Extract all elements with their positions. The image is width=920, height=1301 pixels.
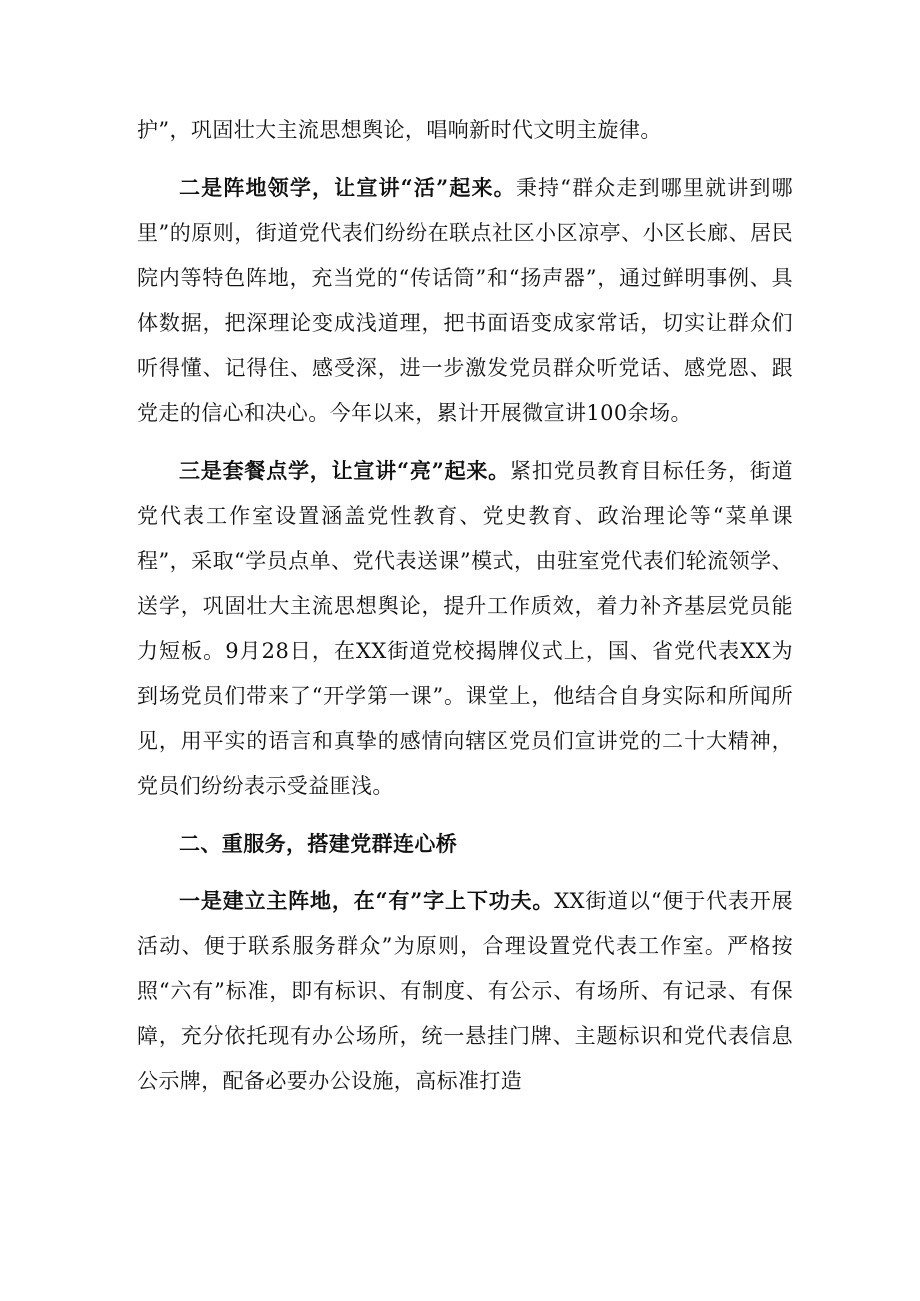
paragraph-lead: 二是阵地领学，让宣讲“活”起来。	[179, 175, 516, 200]
paragraph-lead: 一是建立主阵地，在“有”字上下功夫。	[179, 888, 555, 913]
paragraph-main-position	[137, 878, 793, 1104]
paragraph-body: 紧扣党员教育目标任务，街道党代表工作室设置涵盖党性教育、党史教育、政治理论等“菜单课程”，采取“学员点单、党代表送课”模式，由驻室党代表们轮流领学、送学，巩固壮大主流思想舆论，提升工作质效，着力补齐基层党员能力短板。9月28日，在XX街道党校揭牌仪式上，国、省党代表XX为到场党员们带来了“开学第一课”。课堂上，他结合自身实际和所闻所见，用平实的语言和真挚的感情向辖区党员们宣讲党的二十大精神，党员们纷纷表示受益匪浅。	[137, 459, 793, 798]
section-heading: 二、重服务，搭建党群连心桥	[179, 831, 458, 856]
continuation-paragraph: 护”，巩固壮大主流思想舆论，唱响新时代文明主旋律。	[137, 118, 662, 142]
document-body	[137, 108, 793, 1104]
paragraph-position-learning	[137, 165, 793, 436]
paragraph-package-learning	[137, 448, 793, 809]
paragraph-body: XX街道以“便于代表开展活动、便于联系服务群众”为原则，合理设置党代表工作室。严格按照“六有”标准，即有标识、有制度、有公示、有场所、有记录、有保障，充分依托现有办公场所，统一悬挂门牌、主题标识和党代表信息公示牌，配备必要办公设施，高标准打造	[137, 889, 793, 1093]
paragraph-lead: 三是套餐点学，让宣讲“亮”起来。	[179, 458, 510, 483]
paragraph-body: 秉持“群众走到哪里就讲到哪里”的原则，街道党代表们纷纷在联点社区小区凉亭、小区长廊、居民院内等特色阵地，充当党的“传话筒”和“扬声器”，通过鲜明事例、具体数据，把深理论变成浅道理，把书面语变成家常话，切实让群众们听得懂、记得住、感受深，进一步激发党员群众听党话、感党恩、跟党走的信心和决心。今年以来，累计开展微宣讲100余场。	[137, 176, 793, 425]
